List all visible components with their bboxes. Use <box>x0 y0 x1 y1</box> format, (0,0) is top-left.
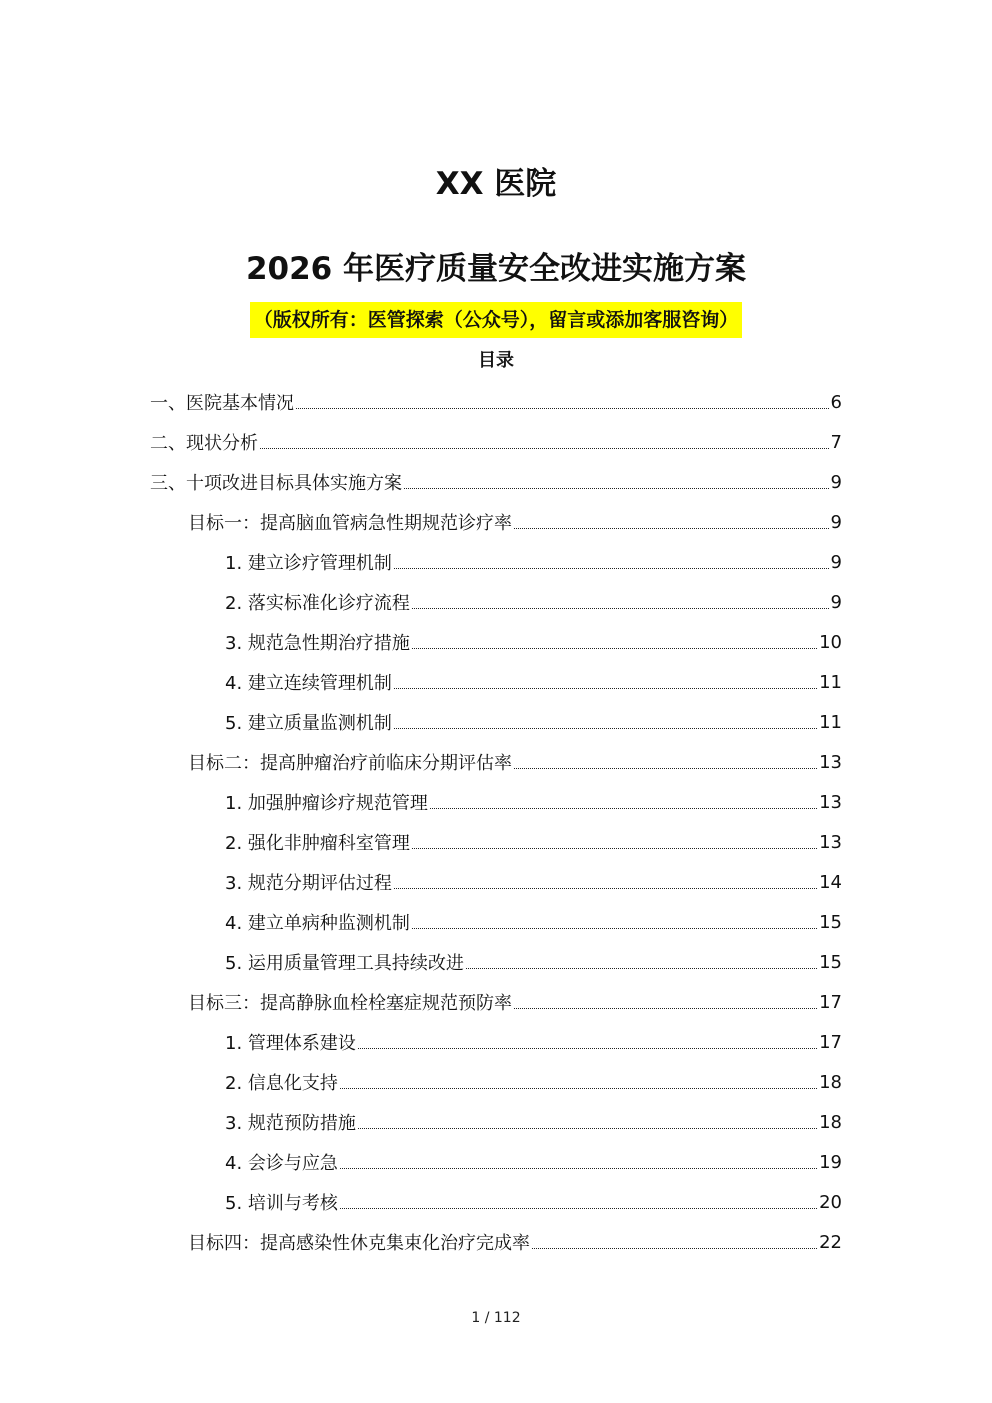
toc-entry-page: 14 <box>819 871 842 893</box>
toc-entry[interactable] <box>150 462 842 502</box>
toc-entry-title: 4. 建立单病种监测机制 <box>225 913 410 934</box>
toc-leader-dots <box>412 608 829 609</box>
toc-entry-page: 13 <box>819 831 842 853</box>
toc-heading: 目录 <box>478 350 514 371</box>
toc-entry-title: 目标四：提高感染性休克集束化治疗完成率 <box>188 1233 530 1254</box>
toc-leader-dots <box>514 528 829 529</box>
toc-entry-title: 5. 培训与考核 <box>225 1193 338 1214</box>
toc-entry-page: 13 <box>819 791 842 813</box>
toc-leader-dots <box>404 488 829 489</box>
toc-leader-dots <box>412 648 817 649</box>
toc-entry[interactable] <box>225 622 842 662</box>
toc-entry-page: 11 <box>819 671 842 693</box>
plan-title: 2026 年医疗质量安全改进实施方案 <box>245 251 747 287</box>
toc-entry-title: 4. 建立连续管理机制 <box>225 673 392 694</box>
toc-entry-title: 2. 信息化支持 <box>225 1073 338 1094</box>
toc-leader-dots <box>340 1088 817 1089</box>
toc-entry[interactable] <box>225 662 842 702</box>
toc-entry-page: 15 <box>819 951 842 973</box>
toc-entry-title: 1. 加强肿瘤诊疗规范管理 <box>225 793 428 814</box>
toc-entry[interactable] <box>225 902 842 942</box>
toc-leader-dots <box>358 1048 817 1049</box>
toc-entry-page: 22 <box>819 1231 842 1253</box>
toc-entry[interactable] <box>225 822 842 862</box>
toc-entry-title: 2. 落实标准化诊疗流程 <box>225 593 410 614</box>
toc-entry-title: 目标一：提高脑血管病急性期规范诊疗率 <box>188 513 512 534</box>
copyright-notice: （版权所有：医管探索（公众号），留言或添加客服咨询） <box>250 302 743 338</box>
toc-entry[interactable] <box>188 1222 842 1262</box>
toc-entry-page: 11 <box>819 711 842 733</box>
toc-leader-dots <box>430 808 817 809</box>
toc-entry-page: 15 <box>819 911 842 933</box>
toc-leader-dots <box>340 1208 817 1209</box>
toc-leader-dots <box>358 1128 817 1129</box>
toc-leader-dots <box>532 1248 817 1249</box>
toc-entry[interactable] <box>188 982 842 1022</box>
toc-entry[interactable] <box>188 742 842 782</box>
toc-entry[interactable] <box>225 1182 842 1222</box>
toc-entry-title: 3. 规范分期评估过程 <box>225 873 392 894</box>
toc-entry-title: 二、现状分析 <box>150 433 258 454</box>
toc-entry-page: 9 <box>830 511 842 533</box>
toc-leader-dots <box>394 888 817 889</box>
toc-entry[interactable] <box>225 1102 842 1142</box>
toc-entry-title: 一、医院基本情况 <box>150 393 294 414</box>
toc-entry-page: 17 <box>819 1031 842 1053</box>
toc-entry[interactable] <box>225 862 842 902</box>
toc-entry-page: 17 <box>819 991 842 1013</box>
toc-entry-page: 9 <box>830 471 842 493</box>
toc-entry[interactable] <box>150 422 842 462</box>
toc-entry-page: 9 <box>830 551 842 573</box>
toc-leader-dots <box>466 968 817 969</box>
toc-entry[interactable] <box>225 582 842 622</box>
toc-entry-title: 目标三：提高静脉血栓栓塞症规范预防率 <box>188 993 512 1014</box>
toc-entry-page: 18 <box>819 1071 842 1093</box>
toc-leader-dots <box>260 448 829 449</box>
toc-entry[interactable] <box>225 1142 842 1182</box>
toc-entry[interactable] <box>188 502 842 542</box>
toc-entry-page: 10 <box>819 631 842 653</box>
toc-entry-title: 3. 规范预防措施 <box>225 1113 356 1134</box>
page-number: 1 / 112 <box>471 1310 521 1326</box>
toc-entry-title: 5. 建立质量监测机制 <box>225 713 392 734</box>
toc-entry[interactable] <box>225 702 842 742</box>
toc-leader-dots <box>514 1008 817 1009</box>
hospital-title: XX 医院 <box>435 166 557 202</box>
toc-entry-title: 3. 规范急性期治疗措施 <box>225 633 410 654</box>
toc-entry-title: 2. 强化非肿瘤科室管理 <box>225 833 410 854</box>
toc-leader-dots <box>340 1168 817 1169</box>
toc-entry[interactable] <box>225 1062 842 1102</box>
toc-entry-title: 1. 建立诊疗管理机制 <box>225 553 392 574</box>
toc-entry-page: 19 <box>819 1151 842 1173</box>
copyright-banner <box>0 302 992 338</box>
toc-entry-page: 6 <box>830 391 842 413</box>
toc-leader-dots <box>394 688 817 689</box>
toc-entry-title: 三、十项改进目标具体实施方案 <box>150 473 402 494</box>
toc-leader-dots <box>412 848 817 849</box>
toc-entry-title: 4. 会诊与应急 <box>225 1153 338 1174</box>
toc-entry-title: 5. 运用质量管理工具持续改进 <box>225 953 464 974</box>
toc-leader-dots <box>412 928 817 929</box>
toc-leader-dots <box>394 568 829 569</box>
toc-leader-dots <box>394 728 817 729</box>
toc-leader-dots <box>296 408 829 409</box>
toc-entry[interactable] <box>225 1022 842 1062</box>
toc-entry-title: 1. 管理体系建设 <box>225 1033 356 1054</box>
toc-entry-page: 13 <box>819 751 842 773</box>
toc-entry-page: 20 <box>819 1191 842 1213</box>
toc-entry[interactable] <box>225 782 842 822</box>
toc-entry[interactable] <box>150 382 842 422</box>
toc-entry-page: 9 <box>830 591 842 613</box>
toc-entry[interactable] <box>225 542 842 582</box>
toc-leader-dots <box>514 768 817 769</box>
toc-entry[interactable] <box>225 942 842 982</box>
toc-entry-title: 目标二：提高肿瘤治疗前临床分期评估率 <box>188 753 512 774</box>
toc-entry-page: 7 <box>830 431 842 453</box>
toc-entry-page: 18 <box>819 1111 842 1133</box>
